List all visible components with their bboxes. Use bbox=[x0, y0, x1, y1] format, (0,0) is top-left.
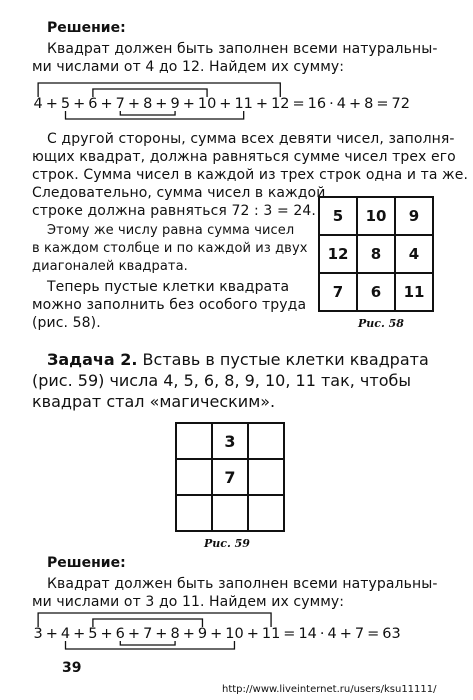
equation-operator: · bbox=[319, 626, 325, 642]
equation-number: 63 bbox=[382, 626, 401, 642]
equation-operator: + bbox=[73, 96, 86, 112]
grid-cell bbox=[248, 459, 284, 495]
equation-operator: + bbox=[219, 96, 232, 112]
task-text: Вставь в пустые клетки квадрата bbox=[142, 350, 429, 369]
equation-number: 7 bbox=[143, 626, 153, 642]
equation-operator: = bbox=[376, 96, 389, 112]
equation-operator: + bbox=[348, 96, 362, 112]
equation-number: 8 bbox=[143, 96, 153, 112]
paragraph-line: (рис. 58). bbox=[32, 315, 101, 331]
grid-cell: 8 bbox=[357, 235, 395, 273]
equation-number: 7 bbox=[115, 96, 125, 112]
equation-operator: + bbox=[100, 626, 113, 642]
paragraph-line: Этому же числу равна сумма чисел bbox=[47, 223, 295, 238]
grid-cell: 10 bbox=[357, 197, 395, 235]
magic-square-figure-59 bbox=[175, 422, 285, 532]
task-line: квадрат стал «магическим». bbox=[32, 392, 276, 411]
equation-operator: + bbox=[127, 626, 141, 642]
grid-cell: 7 bbox=[212, 459, 248, 495]
equation-number: 16 bbox=[307, 96, 327, 112]
paragraph-line: можно заполнить без особого труда bbox=[32, 297, 307, 313]
equation-number: 10 bbox=[197, 96, 217, 112]
grid-cell bbox=[176, 459, 212, 495]
equation-operator: · bbox=[329, 96, 334, 112]
solution-text-line: ми числами от 4 до 12. Найдем их сумму: bbox=[32, 59, 345, 75]
equation-number: 5 bbox=[88, 626, 98, 642]
equation-number: 5 bbox=[60, 96, 71, 112]
source-url: http://www.liveinternet.ru/users/ksu11111/ bbox=[222, 684, 437, 695]
equation-operator: + bbox=[73, 626, 86, 642]
figure-caption: Рис. 58 bbox=[358, 317, 404, 330]
equation-operator: = bbox=[292, 96, 305, 112]
grid-cell bbox=[248, 423, 284, 459]
equation-number: 14 bbox=[298, 626, 317, 642]
equation-operator: + bbox=[339, 626, 352, 642]
task-line: (рис. 59) числа 4, 5, 6, 8, 9, 10, 11 так, чтобы bbox=[32, 371, 411, 390]
equation-number: 4 bbox=[33, 96, 43, 112]
equation-number: 10 bbox=[225, 626, 244, 642]
grid-cell: 6 bbox=[357, 273, 395, 311]
figure-caption: Рис. 59 bbox=[204, 537, 250, 550]
grid-cell: 9 bbox=[395, 197, 433, 235]
equation-operator: + bbox=[210, 626, 223, 642]
grid-cell bbox=[212, 495, 248, 531]
sum-equation bbox=[32, 96, 411, 112]
equation-operator: + bbox=[246, 626, 259, 642]
page-number: 39 bbox=[62, 660, 82, 676]
equation-operator: + bbox=[255, 96, 269, 112]
equation-operator: + bbox=[182, 626, 195, 642]
grid-cell bbox=[176, 495, 212, 531]
equation-operator: = bbox=[367, 626, 380, 642]
paragraph-line: строк. Сумма чисел в каждой из трех строк одна и та же. bbox=[32, 167, 469, 183]
paragraph-line: С другой стороны, сумма всех девяти чисел, заполня- bbox=[47, 131, 455, 147]
magic-square-figure-58 bbox=[318, 196, 434, 312]
grid-cell: 3 bbox=[212, 423, 248, 459]
task-label: Задача 2. bbox=[47, 350, 138, 369]
bracket-4-12 bbox=[38, 83, 280, 97]
paragraph-line: диагоналей квадрата. bbox=[32, 259, 188, 274]
bracket-3-11 bbox=[38, 613, 271, 627]
paragraph-line: Следовательно, сумма чисел в каждой bbox=[32, 185, 326, 201]
task-line bbox=[47, 350, 429, 370]
equation-number: 4 bbox=[327, 626, 337, 642]
grid-cell: 7 bbox=[319, 273, 357, 311]
equation-number: 4 bbox=[60, 626, 71, 642]
sum-equation bbox=[32, 626, 402, 642]
equation-number: 8 bbox=[170, 626, 180, 642]
equation-operator: + bbox=[45, 96, 58, 112]
equation-number: 7 bbox=[354, 626, 365, 642]
equation-operator: + bbox=[155, 626, 168, 642]
grid-cell: 11 bbox=[395, 273, 433, 311]
solution-text-line: ми числами от 3 до 11. Найдем их сумму: bbox=[32, 594, 345, 610]
equation-number: 9 bbox=[197, 626, 208, 642]
equation-number: 8 bbox=[364, 96, 374, 112]
equation-number: 11 bbox=[261, 626, 281, 642]
grid-cell bbox=[248, 495, 284, 531]
grid-cell: 5 bbox=[319, 197, 357, 235]
solution-heading: Решение: bbox=[47, 20, 126, 36]
equation-operator: + bbox=[182, 96, 195, 112]
equation-number: 11 bbox=[234, 96, 253, 112]
equation-number: 4 bbox=[336, 96, 346, 112]
paragraph-line: Теперь пустые клетки квадрата bbox=[47, 279, 290, 295]
equation-number: 3 bbox=[33, 626, 43, 642]
equation-operator: + bbox=[100, 96, 113, 112]
paragraph-line: ющих квадрат, должна равняться сумме чисел трех его bbox=[32, 149, 456, 165]
grid-cell: 4 bbox=[395, 235, 433, 273]
equation-operator: + bbox=[45, 626, 58, 642]
grid-cell bbox=[176, 423, 212, 459]
equation-number: 9 bbox=[170, 96, 180, 112]
bracket-5-11 bbox=[66, 111, 244, 119]
grid-cell: 12 bbox=[319, 235, 357, 273]
equation-number: 12 bbox=[271, 96, 290, 112]
paragraph-line: строке должна равняться 72 : 3 = 24. bbox=[32, 203, 316, 219]
solution-text-line: Квадрат должен быть заполнен всеми натуральны- bbox=[47, 41, 438, 57]
equation-number: 72 bbox=[391, 96, 410, 112]
paragraph-line: в каждом столбце и по каждой из двух bbox=[32, 241, 308, 256]
equation-operator: + bbox=[155, 96, 168, 112]
bracket-4-10 bbox=[66, 641, 235, 649]
equation-operator: = bbox=[283, 626, 296, 642]
solution-heading: Решение: bbox=[47, 555, 126, 571]
equation-number: 6 bbox=[88, 96, 98, 112]
equation-operator: + bbox=[127, 96, 141, 112]
solution-text-line: Квадрат должен быть заполнен всеми натуральны- bbox=[47, 576, 438, 592]
equation-number: 6 bbox=[115, 626, 125, 642]
